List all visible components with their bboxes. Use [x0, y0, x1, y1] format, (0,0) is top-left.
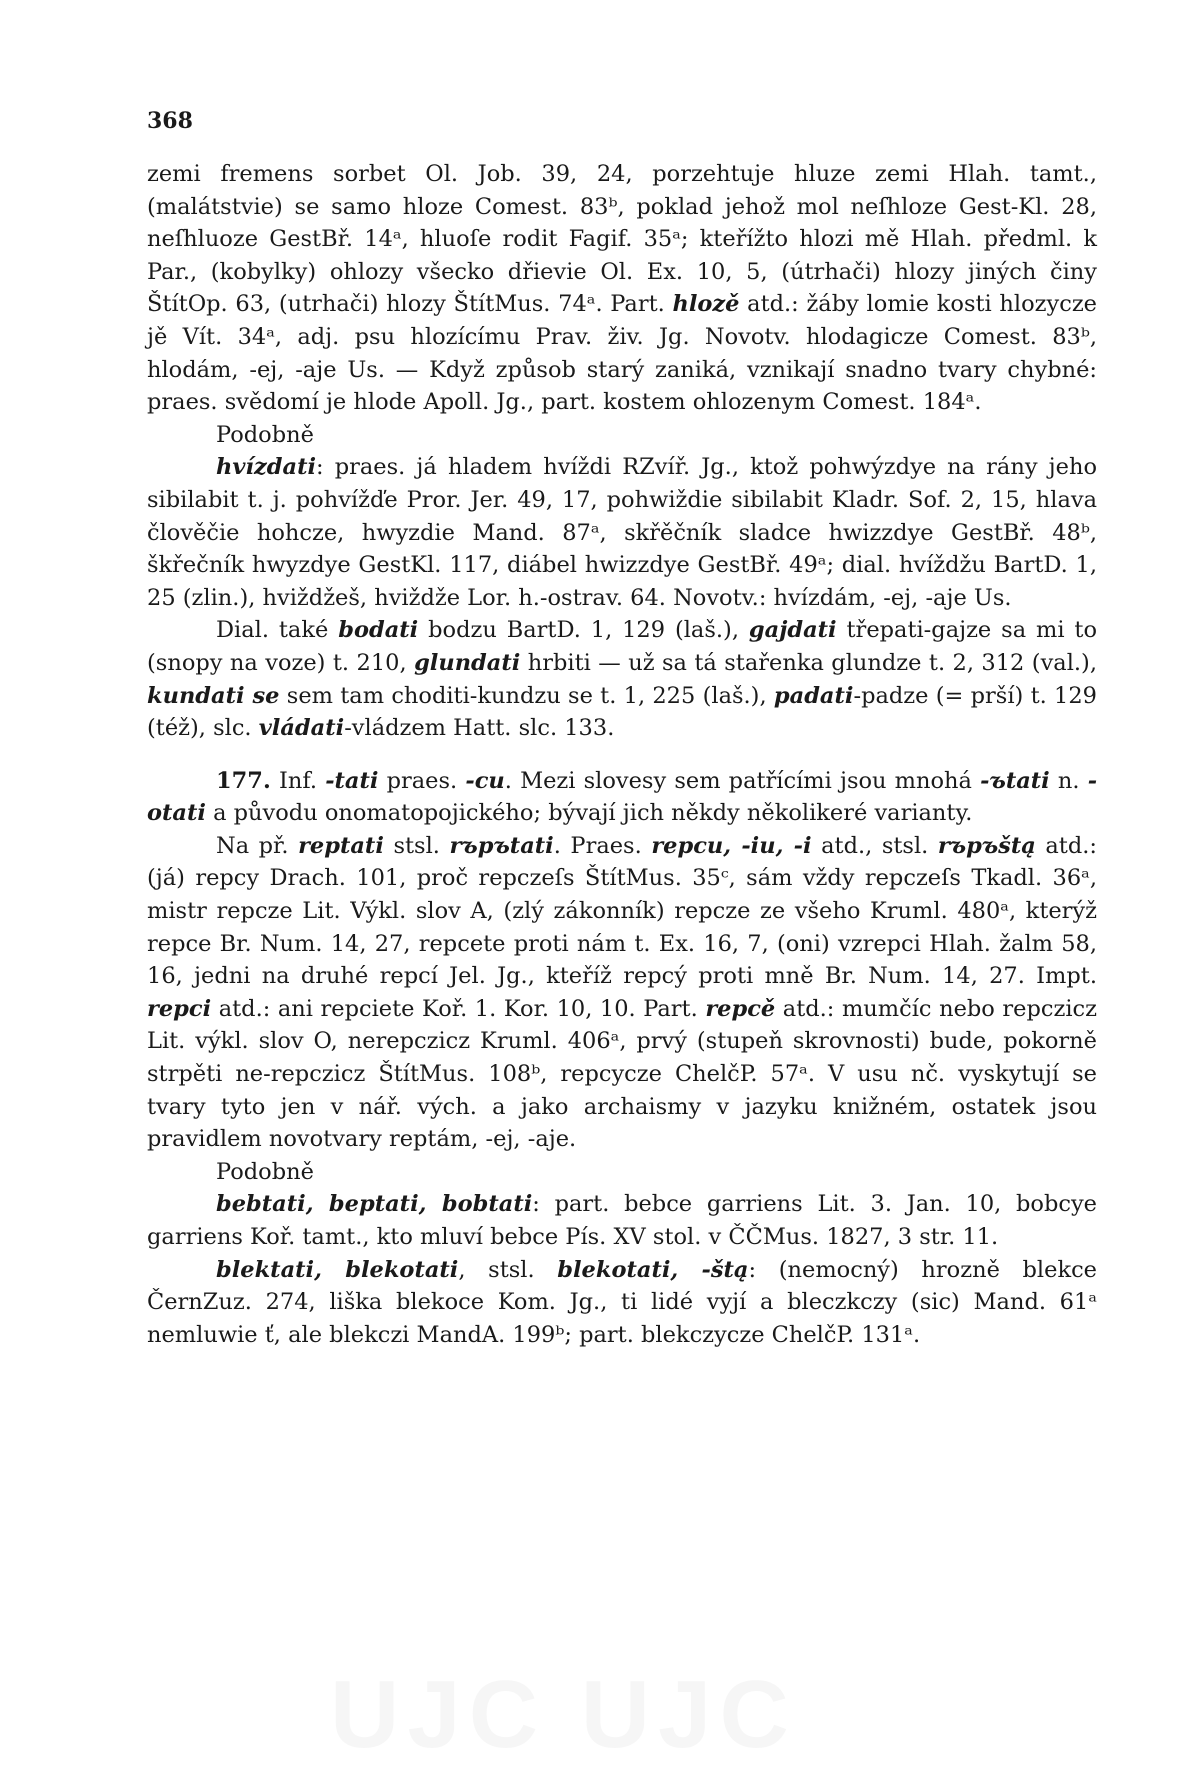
paragraph-podobne-1	[147, 419, 1097, 452]
paragraph-blektati	[147, 1254, 1097, 1352]
headword: bebtati, beptati, bobtati	[216, 1191, 533, 1218]
text-run: -padze (= prší) t. 129 (též), slc.	[147, 682, 1098, 742]
text-run: stsl.	[393, 832, 440, 859]
headword: -ъtati	[980, 767, 1050, 794]
paragraph-podobne-2	[147, 1156, 1097, 1189]
headword: kundati se	[147, 682, 280, 709]
text-run: Dial. také	[216, 617, 329, 644]
text-run: . Mezi slovesy sem patřícími jsou mnohá	[504, 767, 972, 794]
text-run: třepati-gajze sa mi to (snopy na voze) t. 210,	[147, 617, 1098, 676]
page-body	[147, 108, 1097, 1351]
paragraph-reptati	[147, 830, 1097, 1156]
text-run: atd., stsl.	[821, 832, 929, 859]
page-number: 368	[147, 108, 193, 134]
text-run: atd.: žáby lomie kosti hlozycze jě Vít. 34ᵃ, adj. psu hlozícímu Prav. živ. Jg. Novotv. hlodagicze Comest. 83ᵇ, hlodám, -ej, -aje Us. — Když způsob starý zaniká, vznikají snadno tvary chybné: praes. svědomí je hlode Apoll. Jg., part. kostem ohlozenym Comest. 184ᵃ.	[147, 291, 1097, 416]
text-run: : (nemocný) hrozně blekce ČernZuz. 274, liška blekoce Kom. Jg., ti lidé vyjí a bleczkczy (sic) Mand. 61ᵃ nemluwie ť, ale blekczi MandA. 199ᵇ; part. blekczycze ChelčP. 131ᵃ.	[147, 1256, 1097, 1348]
headword: -cu	[465, 767, 505, 794]
text-run: zemi fremens sorbet Ol. Job. 39, 24, porzehtuje hluze zemi Hlah. tamt., (malátstvie) se samo hloze Comest. 83ᵇ, poklad jehož mol neſhloze Gest-Kl. 28, neſhluoze GestBř. 14ᵃ, hluoſe rodit Fagif. 35ᵃ; kteřížto hlozi mě Hlah. předml. k Par., (kobylky) ohlozy všecko dřievie Ol. Ex. 10, 5, (útrhači) hlozy jiných činy ŠtítOp. 63, (utrhači) hlozy ŠtítMus. 74ᵃ. Part.	[147, 161, 1097, 318]
headword: blektati, blekotati	[216, 1256, 459, 1283]
headword: -otati	[147, 767, 1098, 827]
section-177	[147, 765, 1097, 830]
text-run: Inf.	[278, 767, 318, 794]
text-run: hrbiti — už sa tá stařenka glundze t. 2, 312 (val.),	[527, 649, 1097, 676]
headword: repcu, -iu, -i	[651, 832, 812, 859]
headword: rъpъtati	[449, 832, 554, 859]
headword: repci	[147, 995, 212, 1022]
paragraph-bebtati	[147, 1188, 1097, 1253]
text-run: Podobně	[216, 421, 314, 448]
headword: -tati	[325, 767, 379, 794]
headword: reptati	[298, 832, 384, 859]
text-run: . Praes.	[553, 832, 642, 859]
paragraph-hvizdati	[147, 451, 1097, 614]
headword: hlozě	[672, 291, 740, 318]
text-run: praes.	[386, 767, 458, 794]
headword: bodati	[338, 617, 419, 644]
headword: hvízdati	[216, 454, 317, 481]
text-run: : praes. já hladem hvíždi RZvíř. Jg., ktož pohwýzdye na rány jeho sibilabit t. j. pohvížďe Pror. Jer. 49, 17, pohwiždie sibilabit Kladr. Sof. 2, 15, hlava člověčie hohcze, hwyzdie Mand. 87ᵃ, skřěčník sladce hwizzdye GestBř. 48ᵇ, škřečník hwyzdye GestKl. 117, diábel hwizzdye GestBř. 49ᵃ; dial. hvíždžu BartD. 1, 25 (zlin.), hviždžeš, hviždže Lor. h.-ostrav. 64. Novotv.: hvízdám, -ej, -aje Us.	[147, 454, 1097, 611]
text-run: a původu onomatopojického; bývají jich někdy několikeré varianty.	[213, 800, 973, 827]
text-run: atd.: ani repciete Koř. 1. Kor. 10, 10. Part.	[218, 995, 698, 1022]
headword: repcě	[705, 995, 776, 1022]
headword: glundati	[414, 649, 521, 676]
paragraph-hlodati-examples	[147, 158, 1097, 419]
headword: padati	[773, 682, 854, 709]
headword: blekotati, -štą	[557, 1256, 749, 1283]
text-run: -vládzem Hatt. slc. 133.	[344, 715, 615, 742]
headword: gajdati	[748, 617, 837, 644]
text-run: bodzu BartD. 1, 129 (laš.),	[428, 617, 739, 644]
text-run: sem tam choditi-kundzu se t. 1, 225 (laš.),	[286, 682, 767, 709]
headword: vládati	[258, 715, 345, 742]
text-run: Podobně	[216, 1158, 314, 1185]
section-number: 177.	[216, 767, 271, 794]
text-run: , stsl.	[458, 1256, 535, 1283]
text-run: atd.: (já) repcy Drach. 101, proč repczeſs ŠtítMus. 35ᶜ, sám vždy repczeſs Tkadl. 36ᵃ, mistr repcze Lit. Výkl. slov A, (zlý zákonník) repcze ze všeho Kruml. 480ᵃ, kterýž repce Br. Num. 14, 27, repcete proti nám t. Ex. 16, 7, (oni) vzrepci Hlah. žalm 58, 16, jedni na druhé repcí Jel. Jg., kteříž repcý proti mně Br. Num. 14, 27. Impt.	[147, 832, 1097, 990]
paragraph-dialect-forms	[147, 614, 1097, 744]
headword: rъpъštą	[937, 832, 1036, 859]
text-run: Na př.	[216, 832, 289, 859]
text-run: n.	[1057, 767, 1080, 794]
text-run: atd.: mumčíc nebo repczicz Lit. výkl. slov O, nerepczicz Kruml. 406ᵃ, prvý (stupeň skrovnosti) bude, pokorně strpěti ne-repczicz ŠtítMus. 108ᵇ, repcycze ChelčP. 57ᵃ. V usu nč. vyskytují se tvary tyto jen v nář. vých. a jako archaismy v jazyku knižném, ostatek jsou pravidlem novotvary reptám, -ej, -aje.	[147, 995, 1097, 1153]
watermark-ujc	[330, 1660, 797, 1770]
text-run: : part. bebce garriens Lit. 3. Jan. 10, bobcye garriens Koř. tamt., kto mluví bebce Pís. XV stol. v ČČMus. 1827, 3 str. 11.	[147, 1191, 1097, 1250]
